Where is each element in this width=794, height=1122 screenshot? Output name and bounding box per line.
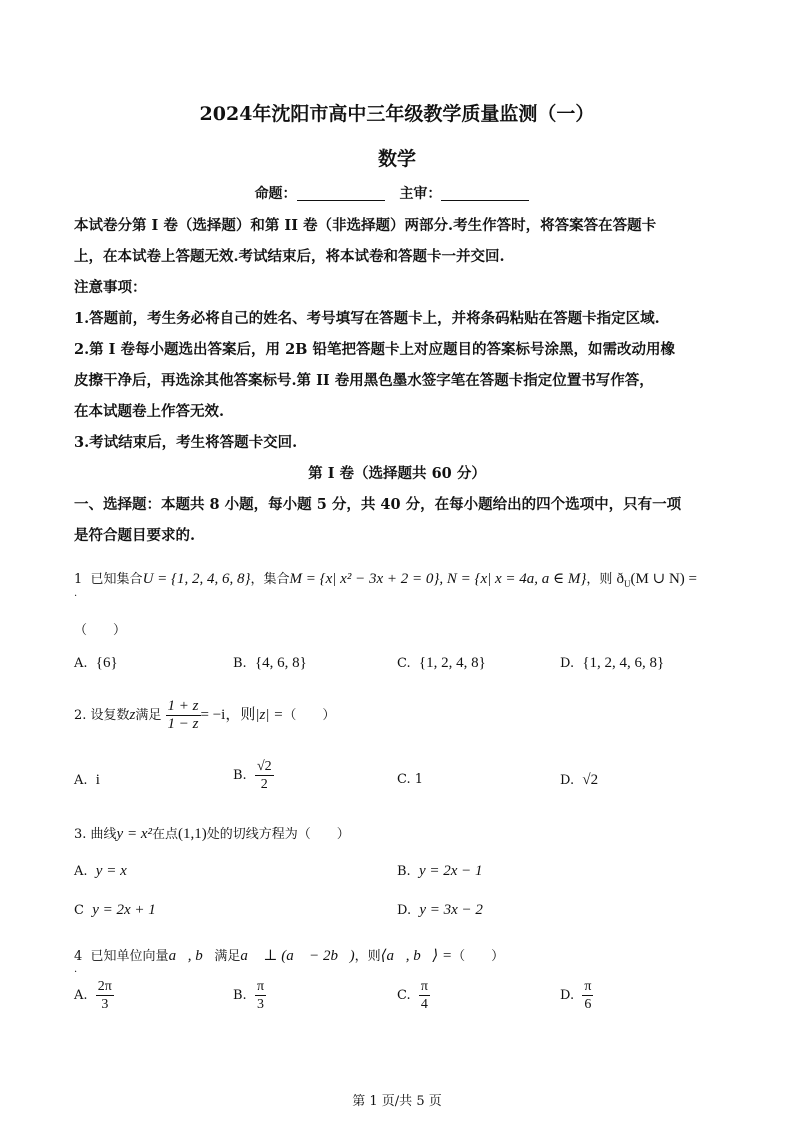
question-2-stem: 2. 设复数z满足 $\frac{1 + z}{1 - z}$ = −i，则|z| =（ ） — [74, 698, 336, 732]
q4-option-d[interactable]: D. $\frac{\pi}{6}$ — [560, 979, 592, 1012]
question-4-stem: 4 已知单位向量a⃗, b⃗满足a⃗ ⊥ (a⃗ − 2b⃗)，则⟨a⃗, b⃗⟩ =（ ） — [74, 948, 505, 964]
notice-2c: 在本试题卷上作答无效. — [74, 403, 225, 420]
q3-option-d[interactable]: D. y = 3x − 2 — [397, 902, 483, 918]
q4-dot: . — [74, 964, 78, 975]
notice-2a: 2.第 I 卷每小题选出答案后，用 2B 铅笔把答题卡上对应题目的答案标号涂黑，如需改动用橡 — [74, 341, 675, 358]
q3-option-a[interactable]: A. y = x — [74, 863, 127, 879]
section-title: 第 I 卷（选择题共 60 分） — [308, 465, 486, 482]
exam-title: 2024年沈阳市高中三年级教学质量监测（一） — [199, 103, 595, 125]
question-1-stem — [74, 568, 697, 589]
q2-option-d[interactable]: D. √2 — [560, 772, 599, 788]
question-3-stem: 3. 曲线y = x²在点(1,1)处的切线方程为（ ） — [74, 826, 350, 842]
q1-sets-MN: M = {x| x² − 3x + 2 = 0}, N = {x| x = 4a, a ∈ M} — [289, 571, 587, 587]
proposer-label: 命题： — [254, 186, 297, 202]
reviewer-label: 主审： — [399, 186, 442, 202]
q2-option-a[interactable]: A. i — [74, 772, 100, 788]
q1-option-a[interactable]: A. {6} — [74, 655, 118, 671]
q1-set-U: U = {1, 2, 4, 6, 8} — [142, 571, 251, 587]
proposer-blank — [297, 186, 385, 201]
q3-option-c[interactable]: C y = 2x + 1 — [74, 902, 156, 918]
subject-title: 数学 — [377, 148, 416, 170]
notice-2b: 皮擦干净后，再选涂其他答案标号.第 II 卷用黑色墨水签字笔在答题卡指定位置书写作答， — [74, 372, 654, 389]
q2-fraction: $\frac{1 + z}{1 - z}$ — [167, 698, 199, 732]
q1-option-d[interactable]: D. {1, 2, 4, 6, 8} — [560, 655, 665, 671]
q1-number: 1 — [74, 572, 83, 587]
notice-1: 1.答题前，考生务必将自己的姓名、考号填写在答题卡上，并将条码粘贴在答题卡指定区域. — [74, 310, 660, 327]
q1-dot: . — [74, 588, 78, 599]
q2-option-b[interactable]: B. $\frac{√2}{2}$ — [233, 759, 272, 792]
reviewer-blank — [441, 186, 529, 201]
intro-line-1: 本试卷分第 I 卷（选择题）和第 II 卷（非选择题）两部分.考生作答时，将答案答在答题卡 — [74, 217, 657, 234]
q1-text-3: ，则 — [586, 572, 613, 587]
q1-text-2: ，集合 — [250, 572, 290, 587]
q4-option-a[interactable]: A. $\frac{2\pi}{3}$ — [74, 979, 112, 1012]
q4-option-b[interactable]: B. $\frac{\pi}{3}$ — [233, 979, 265, 1012]
q1-complement: $ð_U(M$ ∪ N) = — [616, 571, 697, 589]
section-desc-2: 是符合题目要求的. — [74, 527, 196, 544]
exam-meta — [0, 183, 794, 203]
q4-option-c[interactable]: C. $\frac{\pi}{4}$ — [397, 979, 428, 1012]
intro-line-2: 上，在本试卷上答题无效.考试结束后，将本试卷和答题卡一并交回. — [74, 248, 505, 265]
q1-paren: （ ） — [74, 623, 127, 638]
q1-option-b[interactable]: B. {4, 6, 8} — [233, 655, 307, 671]
notice-title: 注意事项： — [74, 279, 147, 296]
notice-3: 3.考试结束后，考生将答题卡交回. — [74, 434, 298, 451]
section-desc-1: 一、选择题：本题共 8 小题，每小题 5 分，共 40 分，在每小题给出的四个选项中，只有一项 — [74, 496, 682, 513]
q1-text-1: 已知集合 — [90, 572, 143, 587]
q2-option-c[interactable]: C. 1 — [397, 772, 424, 787]
q1-option-c[interactable]: C. {1, 2, 4, 8} — [397, 655, 486, 671]
page-number: 第 1 页/共 5 页 — [352, 1094, 442, 1109]
q3-option-b[interactable]: B. y = 2x − 1 — [397, 863, 483, 879]
